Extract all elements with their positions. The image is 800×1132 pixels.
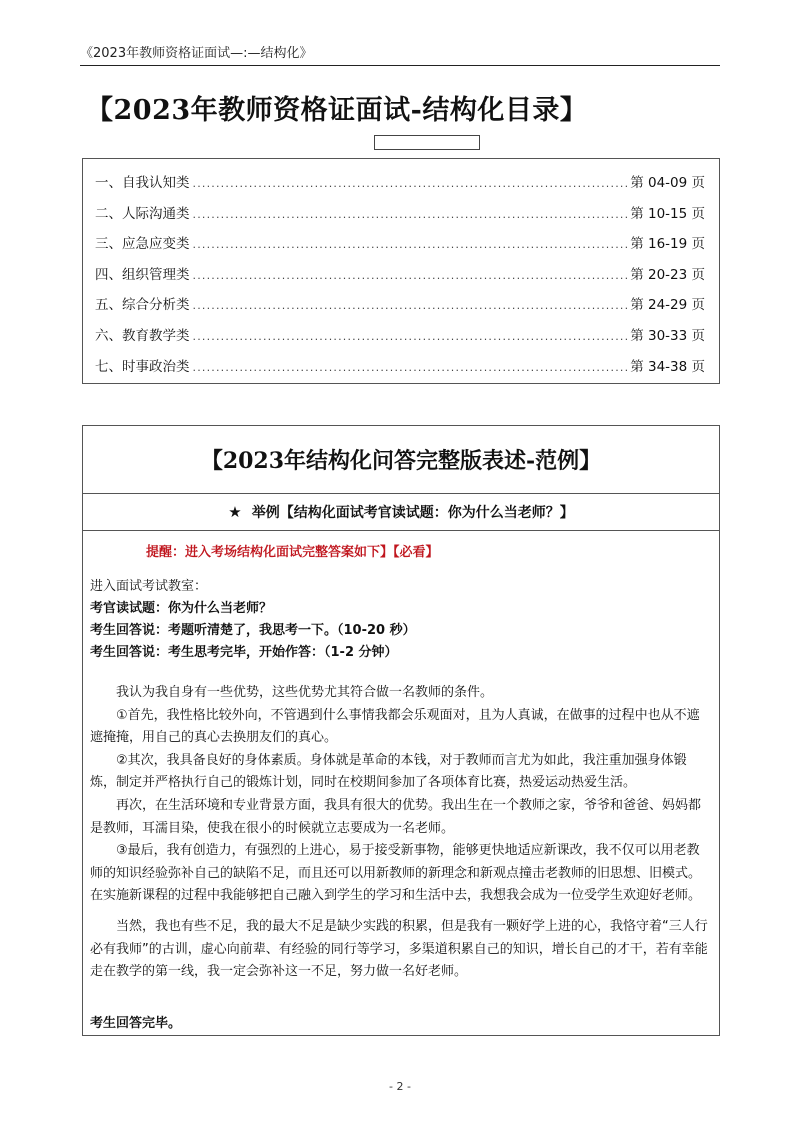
answer-paragraph: ②其次，我具备良好的身体素质。身体就是革命的本钱，对于教师而言尤为如此，我注重加强身体锻炼，制定并严格执行自己的锻炼计划，同时在校期间参加了各项体育比赛，热爱运动热爱生活。: [90, 752, 687, 791]
empty-label-box: [374, 135, 480, 150]
toc-entry-page: 第 30-33 页: [630, 327, 705, 344]
toc-entry[interactable]: [95, 263, 705, 294]
toc-entry[interactable]: [95, 171, 705, 202]
toc-entry[interactable]: [95, 232, 705, 263]
toc-leader-dots: [193, 238, 628, 251]
toc-entry-label: 二、人际沟通类: [95, 205, 190, 222]
intro-line: 进入面试考试教室：: [90, 579, 208, 594]
toc-leader-dots: [193, 269, 628, 282]
toc-leader-dots: [193, 361, 628, 374]
answer-paragraph: 当然，我也有些不足，我的最大不足是缺少实践的积累，但是我有一颗好学上进的心，我恪守着“三人行必有我师”的古训，虚心向前辈、有经验的同行等学习，多渠道积累自己的知识，增长自己的才干，若有幸能走在教学的第一线，我一定会弥补这一不足，努力做一名好老师。: [90, 918, 708, 980]
toc-entry[interactable]: [95, 324, 705, 355]
toc-leader-dots: [193, 330, 628, 343]
toc-entry[interactable]: [95, 293, 705, 324]
toc-entry-page: 第 20-23 页: [630, 266, 705, 283]
answer-paragraph: 我认为我自身有一些优势，这些优势尤其符合做一名教师的条件。: [116, 685, 494, 700]
answer-text: [90, 682, 709, 984]
toc-entry-page: 第 04-09 页: [630, 175, 705, 191]
toc-leader-dots: [193, 208, 628, 221]
toc-entry[interactable]: [95, 202, 705, 233]
sample-title: 【2023年结构化问答完整版表述-范例】: [83, 426, 719, 494]
toc-entry-label: 一、自我认知类: [95, 175, 190, 191]
main-title: 【2023年教师资格证面试-结构化目录】: [86, 95, 588, 126]
sample-answer-box: [82, 425, 720, 1036]
star-icon: ★: [228, 503, 242, 521]
running-header: 《2023年教师资格证面试—:—结构化》: [80, 42, 720, 66]
toc-leader-dots: [193, 299, 628, 312]
closing-line: 考生回答完毕。: [90, 1015, 182, 1031]
toc-entry-label: 四、组织管理类: [95, 266, 190, 283]
answer-paragraph: ③最后，我有创造力，有强烈的上进心，易于接受新事物，能够更快地适应新课改，我不仅可以用老教师的知识经验弥补自己的缺陷不足，而且还可以用新教师的新理念和新观点撞击老教师的旧思想、旧模式。在实施新课程的过程中我能够把自己融入到学生的学习和生活中去，我想我会成为一位受学生欢迎好老师。: [90, 843, 702, 904]
toc-entry-page: 第 24-29 页: [630, 297, 705, 314]
answer-paragraph: ①首先，我性格比较外向，不管遇到什么事情我都会乐观面对，且为人真诚，在做事的过程中也从不遮遮掩掩，用自己的真心去换朋友们的真心。: [90, 707, 700, 746]
answer-paragraph: 再次，在生活环境和专业背景方面，我具有很大的优势。我出生在一个教师之家，爷爷和爸爸、妈妈都是教师，耳濡目染，使我在很小的时候就立志要成为一名老师。: [90, 797, 702, 836]
toc-entry-label: 六、教育教学类: [95, 327, 190, 344]
toc-entry-page: 第 16-19 页: [630, 236, 705, 253]
example-question-label: 举例【结构化面试考官读试题：你为什么当老师？】: [251, 505, 574, 521]
toc-entry[interactable]: [95, 355, 705, 386]
example-question-bar: [83, 494, 719, 531]
intro-line: 考生回答说：考题听清楚了，我思考一下。（10-20 秒）: [90, 623, 416, 638]
intro-line: 考生回答说：考生思考完毕，开始作答：（1-2 分钟）: [90, 645, 398, 660]
intro-line: 考官读试题：你为什么当老师？: [90, 601, 273, 616]
sample-body: [83, 531, 719, 1031]
reminder-text: 提醒：进入考场结构化面试完整答案如下】【必看】: [146, 545, 439, 560]
toc-leader-dots: [193, 177, 628, 190]
page-number: - 2 -: [389, 1080, 411, 1093]
toc-entry-page: 第 10-15 页: [630, 205, 705, 222]
table-of-contents: [82, 158, 720, 384]
toc-entry-label: 七、时事政治类: [95, 358, 190, 375]
toc-entry-label: 三、应急应变类: [95, 236, 190, 253]
toc-entry-label: 五、综合分析类: [95, 297, 190, 314]
toc-entry-page: 第 34-38 页: [630, 358, 705, 375]
